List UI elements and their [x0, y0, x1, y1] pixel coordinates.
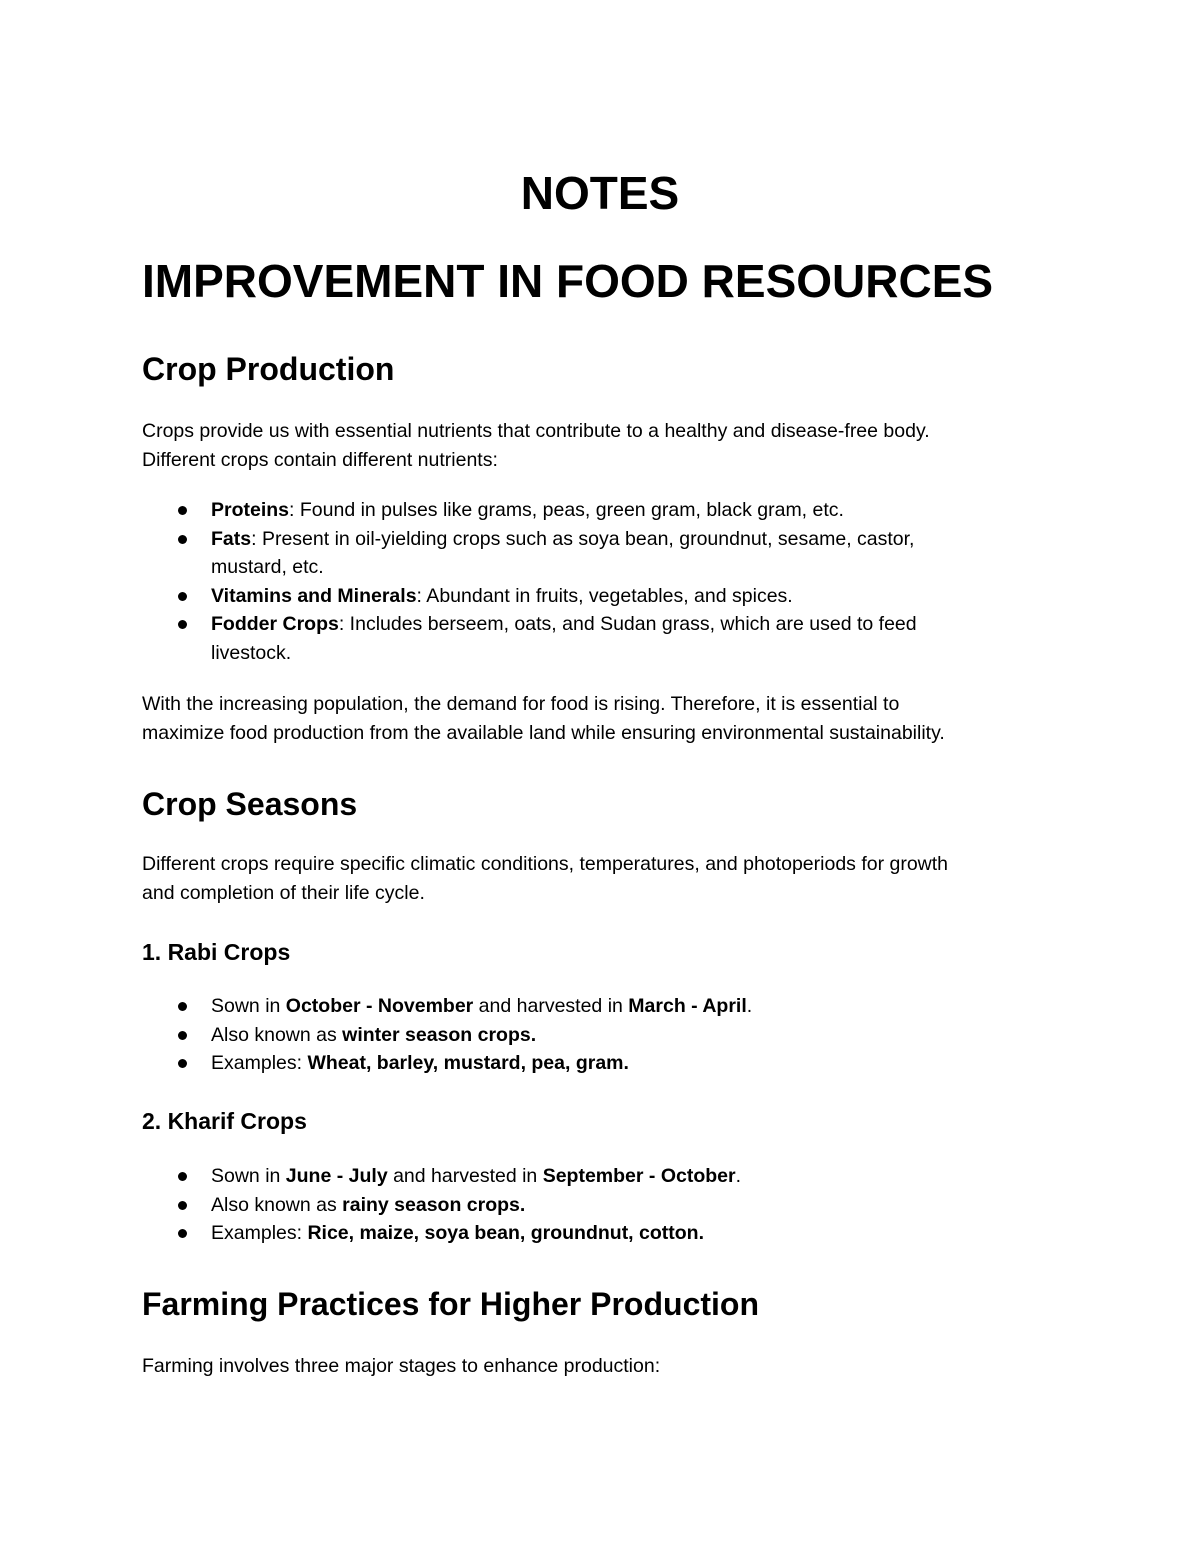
- list-item: [142, 610, 1042, 667]
- text: Examples:: [211, 1052, 308, 1074]
- document-subtitle: IMPROVEMENT IN FOOD RESOURCES: [142, 255, 994, 307]
- list-item: [142, 1049, 1042, 1078]
- description: : Abundant in fruits, vegetables, and spices.: [416, 584, 793, 607]
- text: Sown in: [211, 1165, 286, 1187]
- bullet-icon: [178, 1059, 187, 1068]
- description: : Present in oil-yielding crops such as soya bean, groundnut, sesame, castor,: [251, 527, 915, 550]
- text-line: maximize food production from the available land while ensuring environmental sustainability.: [142, 721, 945, 744]
- text-line: Different crops contain different nutrients:: [142, 448, 498, 471]
- season-name: rainy season crops.: [342, 1193, 526, 1216]
- text: Examples:: [211, 1222, 308, 1244]
- examples: Wheat, barley, mustard, pea, gram.: [307, 1052, 629, 1074]
- bullet-icon: [178, 506, 187, 515]
- term: Proteins: [211, 499, 290, 521]
- crop-production-outro: [142, 690, 1062, 747]
- list-item: [142, 1162, 1042, 1191]
- bullet-icon: [178, 1172, 187, 1181]
- list-item: [142, 1021, 1042, 1050]
- heading-kharif-crops: 2. Kharif Crops: [142, 1108, 307, 1134]
- heading-crop-seasons: Crop Seasons: [142, 786, 358, 822]
- rabi-list: [142, 992, 1042, 1078]
- list-item: [142, 992, 1042, 1021]
- heading-rabi-crops: 1. Rabi Crops: [142, 939, 291, 965]
- harvest-period: September - October: [542, 1165, 736, 1187]
- term: Fats: [211, 527, 252, 550]
- crop-production-intro: [142, 417, 1062, 474]
- list-item: [142, 1219, 1042, 1248]
- heading-crop-production: Crop Production: [142, 351, 395, 387]
- crop-seasons-intro: [142, 850, 1062, 907]
- term: Vitamins and Minerals: [211, 584, 417, 607]
- text-line: Farming involves three major stages to enhance production:: [142, 1355, 661, 1377]
- sowing-period: October - November: [285, 995, 474, 1017]
- bullet-icon: [178, 1201, 187, 1210]
- bullet-icon: [178, 592, 187, 601]
- text: Sown in: [211, 995, 286, 1017]
- bullet-icon: [178, 1229, 187, 1238]
- list-item: [142, 1191, 1042, 1220]
- text-line: With the increasing population, the demand for food is rising. Therefore, it is essential to: [142, 693, 900, 715]
- text-line: Crops provide us with essential nutrients that contribute to a healthy and disease-free body.: [142, 420, 930, 442]
- nutrient-list: [142, 496, 1042, 667]
- season-name: winter season crops.: [342, 1023, 537, 1046]
- bullet-icon: [178, 620, 187, 629]
- description: : Found in pulses like grams, peas, green gram, black gram, etc.: [289, 499, 844, 521]
- examples: Rice, maize, soya bean, groundnut, cotton.: [307, 1222, 705, 1244]
- text: Also known as: [211, 1023, 343, 1046]
- description-continued: mustard, etc.: [211, 556, 324, 578]
- text: and harvested in: [473, 995, 629, 1017]
- bullet-icon: [178, 1031, 187, 1040]
- harvest-period: March - April: [628, 995, 747, 1017]
- farming-intro: [142, 1352, 1062, 1381]
- text: .: [746, 995, 753, 1017]
- document-title: NOTES: [520, 167, 680, 219]
- list-item: [142, 525, 1042, 582]
- heading-farming-practices: Farming Practices for Higher Production: [142, 1286, 759, 1322]
- text: .: [735, 1165, 742, 1187]
- kharif-list: [142, 1162, 1042, 1248]
- sowing-period: June - July: [285, 1165, 388, 1187]
- text: and harvested in: [387, 1165, 543, 1187]
- description-continued: livestock.: [211, 641, 292, 664]
- list-item: [142, 582, 1042, 611]
- text-line: and completion of their life cycle.: [142, 881, 425, 904]
- term: Fodder Crops: [211, 613, 339, 635]
- description: : Includes berseem, oats, and Sudan grass, which are used to feed: [338, 613, 917, 635]
- text: Also known as: [211, 1193, 343, 1216]
- list-item: [142, 496, 1042, 525]
- text-line: Different crops require specific climatic conditions, temperatures, and photoperiods for growth: [142, 853, 949, 875]
- bullet-icon: [178, 535, 187, 544]
- bullet-icon: [178, 1002, 187, 1011]
